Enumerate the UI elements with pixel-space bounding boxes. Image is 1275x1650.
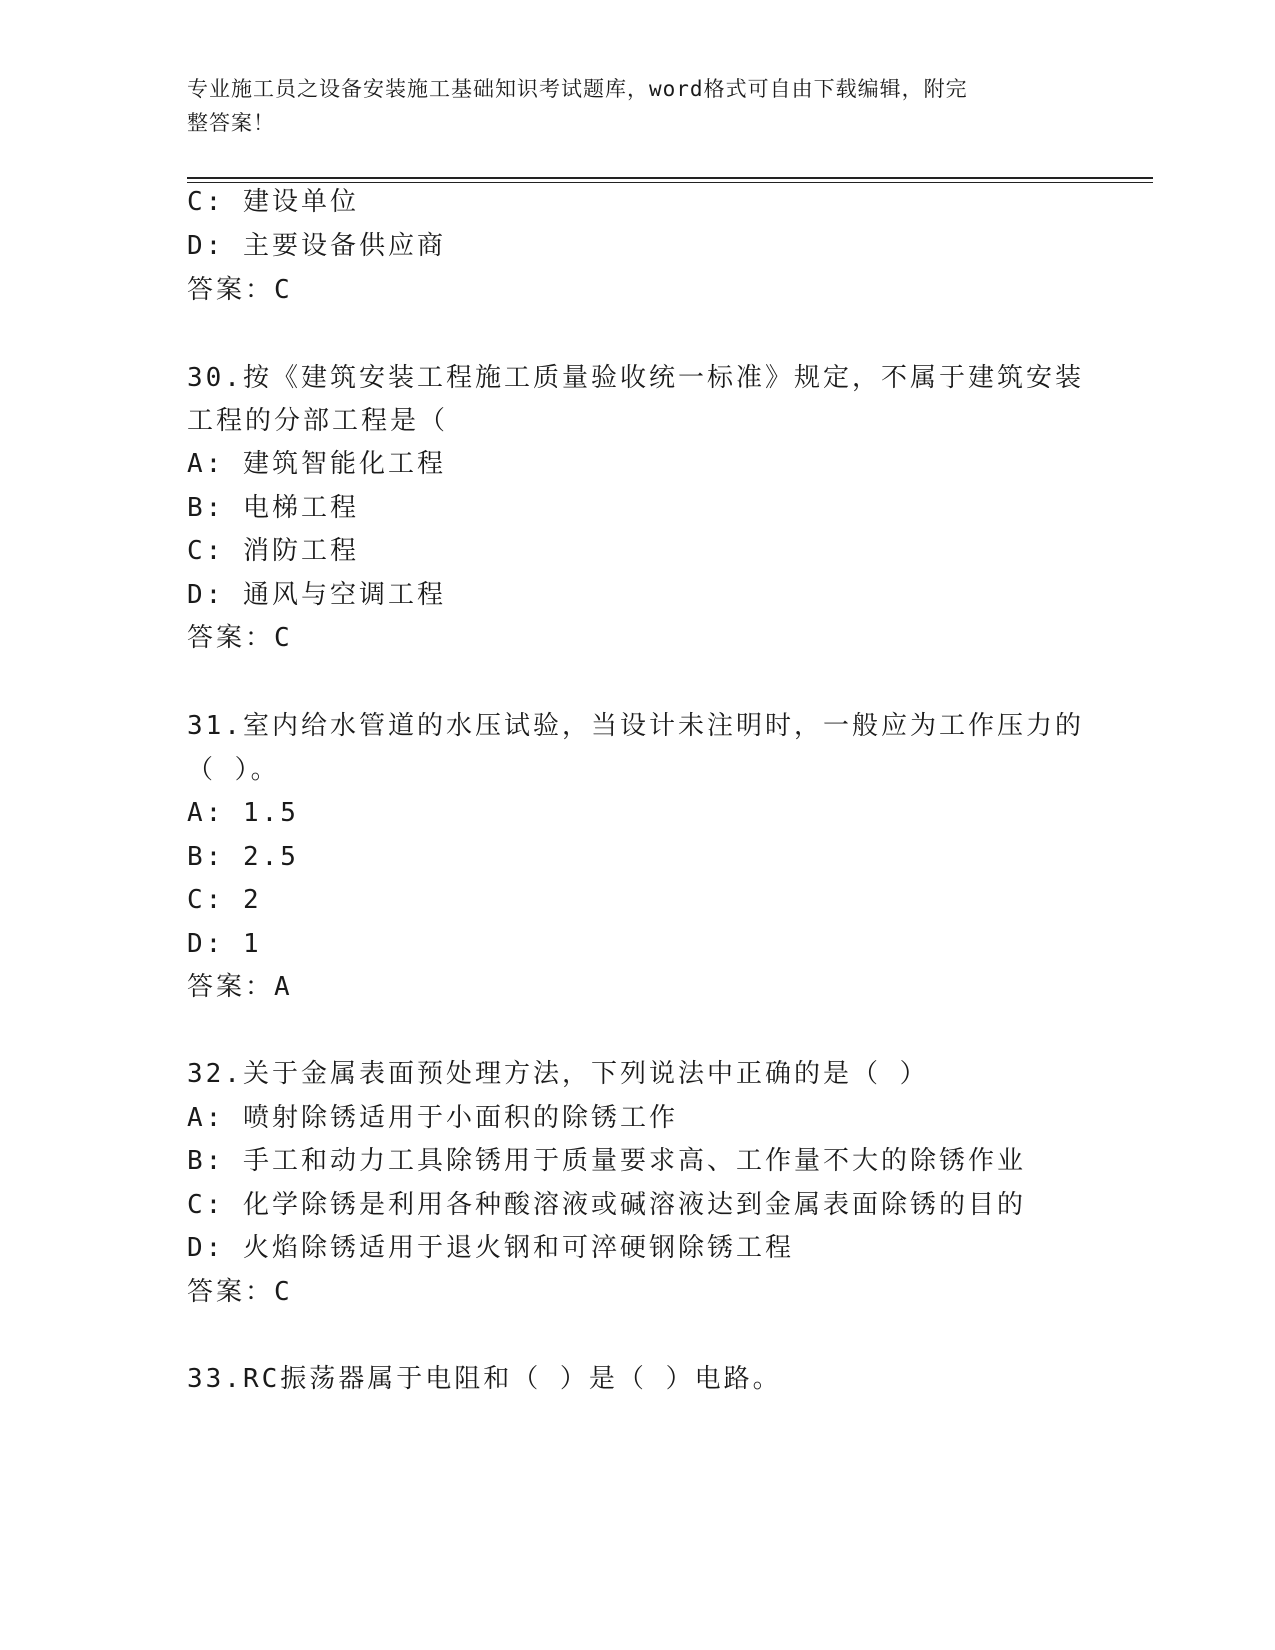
q32-option-a: A: 喷射除锈适用于小面积的除锈工作 xyxy=(187,1103,678,1133)
q31-option-b: B: 2.5 xyxy=(187,842,299,872)
q31-option-d: D: 1 xyxy=(187,929,262,959)
q31-option-a: A: 1.5 xyxy=(187,798,299,828)
q31-option-c: C: 2 xyxy=(187,885,262,915)
header-line-2: 整答案！ xyxy=(187,111,275,135)
q31-answer: 答案：A xyxy=(187,972,293,1002)
q32-option-c: C: 化学除锈是利用各种酸溶液或碱溶液达到金属表面除锈的目的 xyxy=(187,1190,1026,1220)
q30-option-c: C: 消防工程 xyxy=(187,536,359,566)
prev-option-c: C: 建设单位 xyxy=(187,187,359,217)
q32-answer: 答案：C xyxy=(187,1277,293,1307)
header-divider-thin xyxy=(187,182,1153,183)
q32-text-line-1: 32.关于金属表面预处理方法，下列说法中正确的是（ ） xyxy=(187,1059,929,1089)
header-line-1: 专业施工员之设备安装施工基础知识考试题库，word格式可自由下载编辑，附完 xyxy=(187,77,968,101)
q32-option-d: D: 火焰除锈适用于退火钢和可淬硬钢除锈工程 xyxy=(187,1233,794,1263)
q30-option-d: D: 通风与空调工程 xyxy=(187,580,446,610)
q30-option-a: A: 建筑智能化工程 xyxy=(187,449,446,479)
q31-text-line-2: （ ）。 xyxy=(187,755,280,785)
q30-option-b: B: 电梯工程 xyxy=(187,493,359,523)
q32-option-b: B: 手工和动力工具除锈用于质量要求高、工作量不大的除锈作业 xyxy=(187,1146,1026,1176)
q30-answer: 答案：C xyxy=(187,623,293,653)
q31-text-line-1: 31.室内给水管道的水压试验，当设计未注明时，一般应为工作压力的 xyxy=(187,711,1084,741)
q30-text-line-1: 30.按《建筑安装工程施工质量验收统一标准》规定，不属于建筑安装 xyxy=(187,363,1084,393)
document-header xyxy=(187,72,1067,140)
header-divider-thick xyxy=(187,177,1153,179)
q30-text-line-2: 工程的分部工程是（ xyxy=(187,406,449,436)
prev-option-d: D: 主要设备供应商 xyxy=(187,231,446,261)
q33-text-line-1: 33.RC振荡器属于电阻和（ ）是（ ）电路。 xyxy=(187,1364,782,1394)
prev-answer: 答案：C xyxy=(187,275,293,305)
